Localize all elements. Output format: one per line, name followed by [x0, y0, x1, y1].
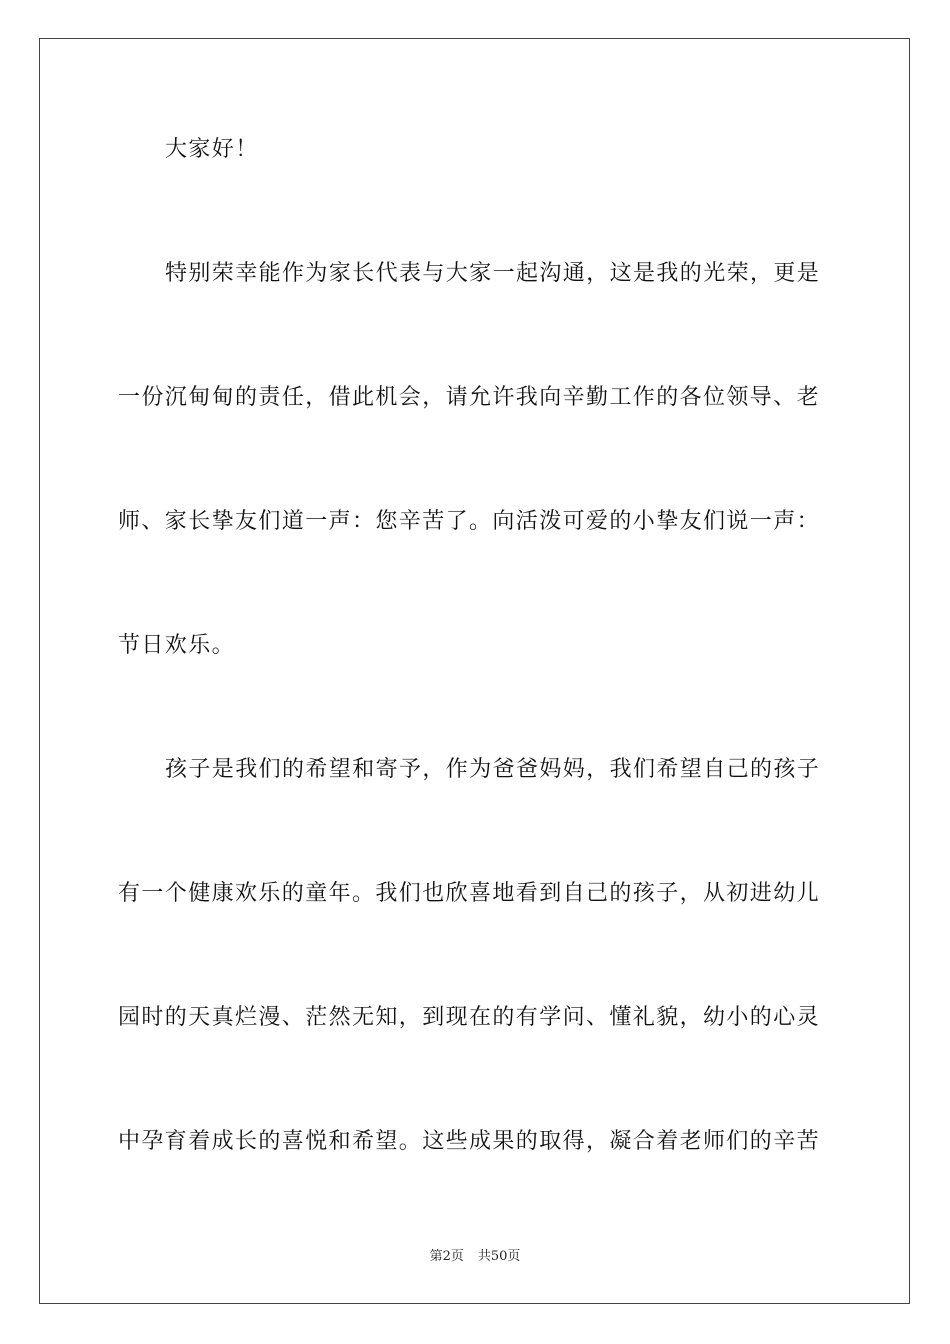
page-footer — [0, 1248, 950, 1266]
page-frame — [39, 38, 910, 1304]
paragraph-1-line-2: 一份沉甸甸的责任，借此机会，请允许我向辛勤工作的各位领导、老 — [118, 385, 821, 410]
paragraph-2-line-1: 孩子是我们的希望和寄予，作为爸爸妈妈，我们希望自己的孩子 — [165, 757, 821, 782]
greeting-line: 大家好！ — [165, 137, 259, 162]
paragraph-2-line-4: 中孕育着成长的喜悦和希望。这些成果的取得，凝合着老师们的辛苦 — [118, 1129, 821, 1154]
paragraph-1-line-3: 师、家长挚友们道一声：您辛苦了。向活泼可爱的小挚友们说一声： — [118, 509, 821, 534]
paragraph-2-line-2: 有一个健康欢乐的童年。我们也欣喜地看到自己的孩子，从初进幼儿 — [118, 881, 821, 906]
paragraph-2-line-3: 园时的天真烂漫、茫然无知，到现在的有学问、懂礼貌，幼小的心灵 — [118, 1005, 821, 1030]
paragraph-1-line-4: 节日欢乐。 — [118, 633, 236, 658]
current-page-number: 第2页 — [429, 1249, 464, 1264]
paragraph-1-line-1: 特别荣幸能作为家长代表与大家一起沟通，这是我的光荣，更是 — [165, 261, 821, 286]
total-page-count: 共50页 — [477, 1249, 521, 1264]
